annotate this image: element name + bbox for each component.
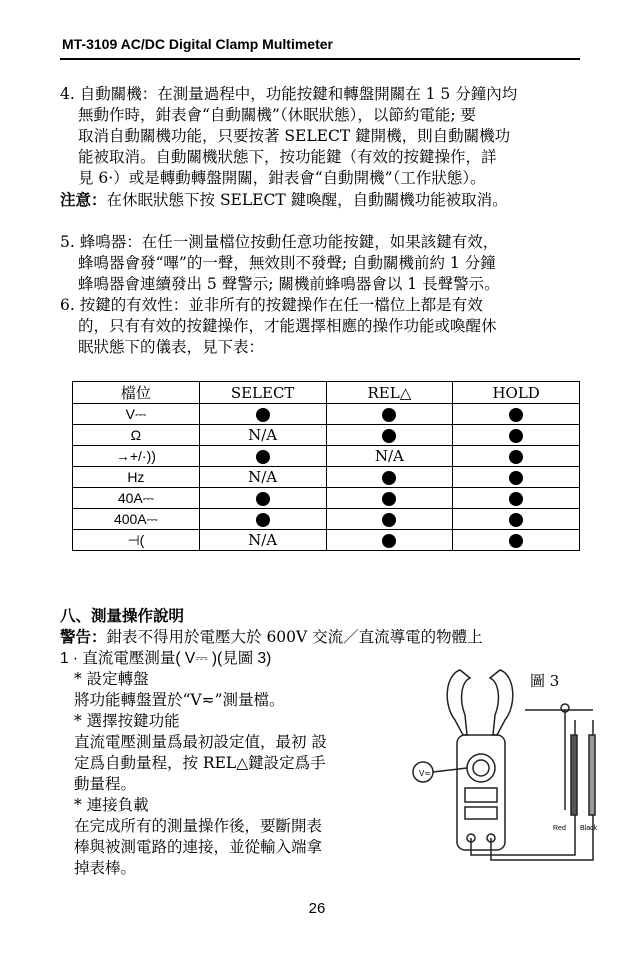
range-cell [73, 404, 200, 425]
item-4-line: 取消自動關機功能，只要按著 SELECT 鍵開機，則自動關機功 [78, 127, 511, 145]
valid-dot-icon [256, 450, 270, 464]
valid-dot-icon [382, 471, 396, 485]
valid-dot-icon [509, 513, 523, 527]
valid-dot-icon [382, 408, 396, 422]
rel-cell [326, 425, 453, 446]
table-row [73, 488, 580, 509]
red-lead-label: Red [553, 825, 566, 832]
valid-dot-icon [509, 450, 523, 464]
item-6-line: 眠狀態下的儀表，見下表： [78, 338, 265, 356]
valid-dot-icon [382, 492, 396, 506]
na-text: N/A [248, 531, 278, 549]
select-cell [199, 425, 326, 446]
item-5-line: 蜂鳴器會發“嗶”的一聲，無效則不發聲; 自動關機前約 1 分鐘 [78, 254, 496, 272]
range-symbol: ⊣( [127, 532, 145, 548]
item-6-line: 的，只有有效的按鍵操作，才能選擇相應的操作功能或喚醒休 [78, 317, 497, 335]
warning-text: 鉗表不得用於電壓大於 600V 交流／直流導電的物體上 [106, 628, 483, 646]
warning [60, 626, 483, 648]
item-4-line: 能被取消。自動關機狀態下，按功能鍵（有效的按鍵操作，詳 [78, 148, 497, 166]
select-key-line: 直流電壓測量爲最初設定值，最初 設 [74, 733, 327, 751]
item-4-line: 4. 自動關機：在測量過程中，功能按鍵和轉盤開關在 1 5 分鐘內均 [60, 85, 518, 103]
document-header: MT-3109 AC/DC Digital Clamp Multimeter [62, 36, 333, 52]
header-hold: HOLD [453, 382, 580, 404]
na-text: N/A [374, 447, 404, 465]
header-rule [60, 58, 580, 60]
na-text: N/A [248, 426, 278, 444]
select-cell [199, 530, 326, 551]
item-6-paragraph [60, 295, 596, 358]
rel-cell [326, 467, 453, 488]
na-text: N/A [248, 468, 278, 486]
item-5-line: 蜂鳴器會連續發出 5 聲警示; 關機前蜂鳴器會以 1 長聲警示。 [78, 275, 500, 293]
note-label: 注意： [60, 190, 107, 209]
section-title: 八、測量操作說明 [60, 606, 185, 625]
item-5-paragraph [60, 232, 596, 295]
connect-line: 棒與被測電路的連接，並從輸入端拿 [74, 838, 323, 856]
figure-label: 圖 3 [530, 672, 560, 690]
set-dial-title: * 設定轉盤 [74, 670, 149, 688]
table-row [73, 530, 580, 551]
range-cell [73, 530, 200, 551]
select-key-line: 定爲自動量程，按 REL△鍵設定爲手 [74, 754, 326, 772]
select-cell [199, 404, 326, 425]
range-symbol: →+/·)) [115, 448, 156, 464]
select-cell [199, 446, 326, 467]
range-symbol: V⎓ [125, 406, 147, 422]
range-cell [73, 488, 200, 509]
valid-dot-icon [509, 408, 523, 422]
select-key-title: * 選擇按鍵功能 [74, 712, 180, 730]
range-cell [73, 509, 200, 530]
set-dial-text: 將功能轉盤置於“V≂”測量檔。 [74, 691, 285, 709]
range-symbol: 40A⎓ [117, 490, 154, 506]
connect-line: 掉表棒。 [74, 859, 137, 877]
hold-cell [453, 488, 580, 509]
range-cell [73, 446, 200, 467]
valid-dot-icon [382, 513, 396, 527]
table-row [73, 467, 580, 488]
header-select: SELECT [199, 382, 326, 404]
valid-dot-icon [509, 429, 523, 443]
key-validity-table [72, 381, 580, 551]
select-cell [199, 509, 326, 530]
warning-label: 警告： [60, 627, 107, 646]
connect-line: 在完成所有的測量操作後，要斷開表 [74, 817, 323, 835]
select-key-line: 動量程。 [74, 775, 137, 793]
hold-cell [453, 530, 580, 551]
valid-dot-icon [382, 534, 396, 548]
hold-cell [453, 404, 580, 425]
header-rel: REL△ [326, 382, 453, 404]
range-cell [73, 425, 200, 446]
connect-title: * 連接負載 [74, 796, 149, 814]
step-1-title: 1 · 直流電壓測量( V⎓ )(見圖 3) [60, 650, 272, 667]
rel-cell [326, 488, 453, 509]
range-symbol: 400A⎓ [113, 511, 158, 527]
select-cell [199, 467, 326, 488]
table-row [73, 509, 580, 530]
rel-cell [326, 404, 453, 425]
v-symbol-icon: V≂ [419, 769, 432, 778]
select-cell [199, 488, 326, 509]
rel-cell [326, 446, 453, 467]
hold-cell [453, 509, 580, 530]
header-range: 檔位 [73, 382, 200, 404]
hold-cell [453, 467, 580, 488]
range-symbol: Hz [127, 469, 145, 485]
item-4-paragraph [60, 84, 596, 211]
valid-dot-icon [256, 492, 270, 506]
item-5-line: 5. 蜂鳴器：在任一測量檔位按動任意功能按鍵，如果該鍵有效， [60, 233, 499, 251]
range-cell [73, 467, 200, 488]
black-lead-label: Black [580, 825, 598, 832]
rel-cell [326, 509, 453, 530]
table-row [73, 404, 580, 425]
table-header-row [73, 382, 580, 404]
valid-dot-icon [256, 513, 270, 527]
item-6-line: 6. 按鍵的有效性：並非所有的按鍵操作在任一檔位上都是有效 [60, 296, 483, 314]
page-number: 26 [308, 900, 326, 917]
valid-dot-icon [382, 429, 396, 443]
note-text: 在休眠狀態下按 SELECT 鍵喚醒，自動關機功能被取消。 [106, 191, 508, 209]
range-symbol: Ω [130, 427, 142, 443]
item-4-note [60, 189, 596, 211]
valid-dot-icon [256, 408, 270, 422]
valid-dot-icon [509, 534, 523, 548]
valid-dot-icon [509, 492, 523, 506]
hold-cell [453, 446, 580, 467]
item-4-line: 見 6·）或是轉動轉盤開關，鉗表會“自動開機”（工作狀態）。 [78, 169, 486, 187]
clamp-meter-illustration [405, 660, 605, 865]
hold-cell [453, 425, 580, 446]
table-row [73, 446, 580, 467]
valid-dot-icon [509, 471, 523, 485]
item-4-line: 無動作時，鉗表會“自動關機”（休眠狀態），以節約電能; 要 [78, 106, 476, 124]
rel-cell [326, 530, 453, 551]
table-row [73, 425, 580, 446]
